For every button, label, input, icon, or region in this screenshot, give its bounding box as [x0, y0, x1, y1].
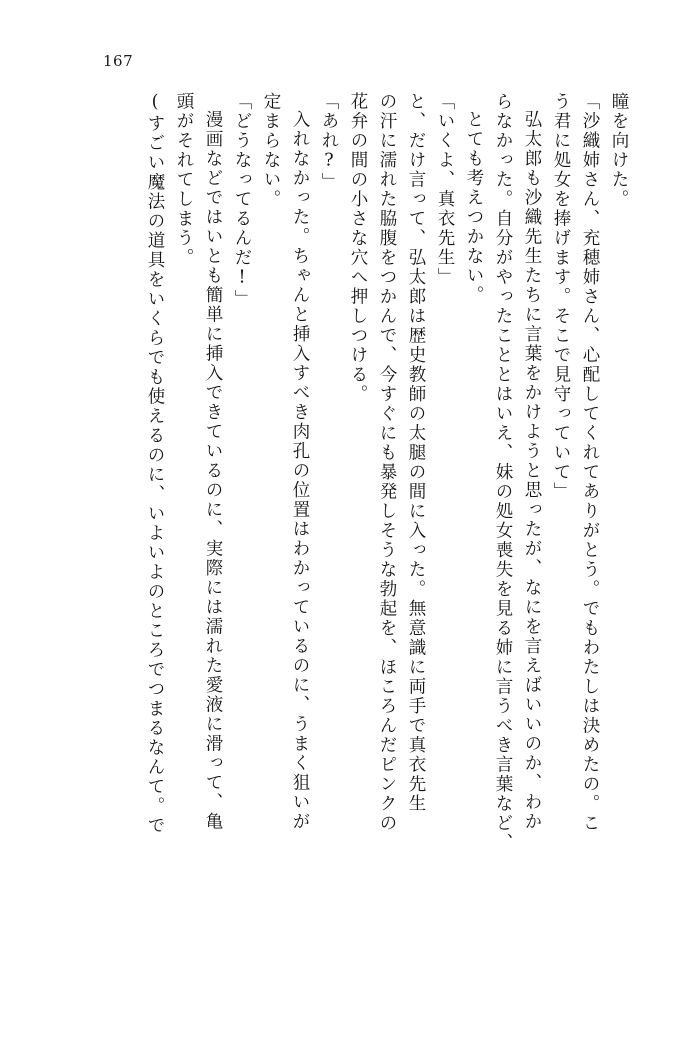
text-line: 花弁の間の小さな穴へ押しつける。 — [348, 92, 368, 404]
text-line: 「いくよ、真衣先生」 — [435, 92, 455, 287]
page-number: 167 — [103, 52, 134, 70]
text-line: の汗に濡れた脇腹をつかんで、今すぐにも暴発しそうな勃起を、ほころんだピンクの — [377, 92, 397, 833]
text-line: 「沙織姉さん、充穂姉さん、心配してくれてありがとう。でもわたしは決めたの。こ — [580, 92, 600, 833]
body-text-block — [62, 92, 627, 992]
text-line: らなかった。自分がやったこととはいえ、妹の処女喪失を見る姉に言うべき言葉など、 — [493, 92, 513, 853]
text-line: とても考えつかない。 — [464, 110, 484, 305]
text-line: (すごい魔法の道具をいくらでも使えるのに、いよいよのところでつまるなんて。で — [145, 92, 165, 836]
text-line: 「どうなってるんだ!」 — [232, 92, 252, 309]
text-line: 頭がそれてしまう。 — [174, 92, 194, 268]
text-line: 入れなかった。ちゃんと挿入すべき肉孔の位置はわかっているのに、うまく狙いが — [290, 110, 310, 832]
text-line: 「あれ?」 — [319, 92, 339, 192]
text-line: 定まらない。 — [261, 92, 281, 209]
text-line: う君に処女を捧げます。そこで見守っていて」 — [551, 92, 571, 502]
text-line: 漫画などではいとも簡単に挿入できているのに、実際には濡れた愛液に滑って、亀 — [203, 110, 223, 832]
text-line: 瞳を向けた。 — [609, 92, 629, 209]
text-line: 弘太郎も沙織先生たちに言葉をかけようと思ったが、なにを言えばいいのか、わか — [522, 110, 542, 832]
text-line: と、だけ言って、弘太郎は歴史教師の太腿の間に入った。無意識に両手で真衣先生 — [406, 92, 426, 814]
